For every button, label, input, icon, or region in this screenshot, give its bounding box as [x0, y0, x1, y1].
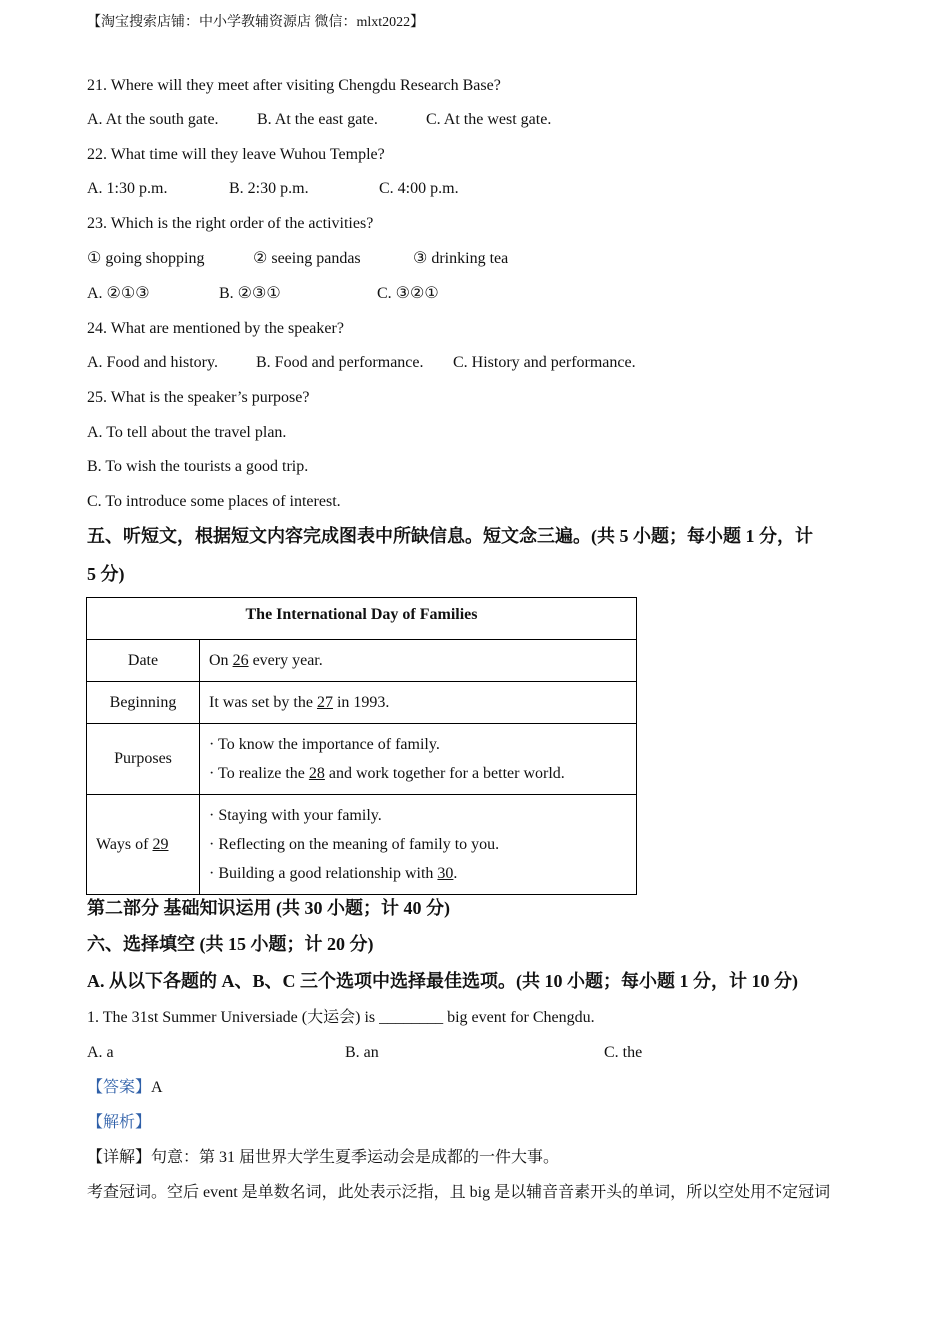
- q21-option-b: B. At the east gate.: [257, 111, 378, 128]
- q24-option-b: B. Food and performance.: [256, 354, 424, 371]
- beginning-cell: [200, 682, 637, 724]
- date-text-pre: On: [209, 651, 233, 669]
- answer-line: [87, 1078, 163, 1098]
- question-21: 21. Where will they meet after visiting Chengdu Research Base?: [87, 77, 501, 94]
- blank-27: 27: [316, 693, 333, 711]
- section-5-heading-line2: 5 分): [87, 564, 125, 584]
- purposes-cell: [200, 724, 637, 795]
- section-5-heading-line1: 五、听短文，根据短文内容完成图表中所缺信息。短文念三遍。(共 5 小题；每小题 1 分，计: [87, 526, 813, 546]
- q23-option-a: A. ②①③: [87, 285, 150, 302]
- q1-option-c: C. the: [604, 1044, 643, 1061]
- page-header: 【淘宝搜索店铺：中小学教辅资源店 微信：mlxt2022】: [87, 15, 425, 30]
- section-a-heading: A. 从以下各题的 A、B、C 三个选项中选择最佳选项。(共 10 小题；每小题 1 分，计 10 分): [87, 971, 798, 991]
- detail-line: [87, 1148, 559, 1168]
- detail-text: 句意：第 31 届世界大学生夏季运动会是成都的一件大事。: [151, 1149, 560, 1166]
- question-22: 22. What time will they leave Wuhou Temple?: [87, 146, 385, 163]
- purpose-2-post: and work together for a better world.: [324, 765, 565, 782]
- q1-option-b: B. an: [345, 1044, 379, 1061]
- blank-28: 28: [308, 765, 325, 782]
- way-3-pre: · Building a good relationship with: [209, 865, 438, 882]
- q22-option-a: A. 1:30 p.m.: [87, 180, 168, 197]
- q23-activity-1: ① going shopping: [87, 250, 205, 267]
- way-3-post: .: [453, 865, 458, 882]
- purpose-2: [209, 759, 627, 788]
- q23-option-b: B. ②③①: [219, 285, 281, 302]
- question-24: 24. What are mentioned by the speaker?: [87, 320, 344, 337]
- q22-option-b: B. 2:30 p.m.: [229, 180, 309, 197]
- beginning-text-post: in 1993.: [332, 693, 390, 711]
- q25-option-c: C. To introduce some places of interest.: [87, 493, 341, 510]
- ways-label-pre: Ways of: [96, 835, 153, 853]
- q22-option-c: C. 4:00 p.m.: [379, 180, 459, 197]
- way-3: [209, 859, 627, 888]
- answer-tag: 【答案】: [87, 1079, 152, 1096]
- explanation-line: 考查冠词。空后 event 是单数名词，此处表示泛指，且 big 是以辅音音素开头的单词，所以空处用不定冠词: [87, 1184, 831, 1201]
- q21-option-a: A. At the south gate.: [87, 111, 219, 128]
- ways-cell: [200, 795, 637, 895]
- section-6-heading: 六、选择填空 (共 15 小题；计 20 分): [87, 934, 374, 954]
- q23-option-c: C. ③②①: [377, 285, 439, 302]
- question-23: 23. Which is the right order of the activities?: [87, 215, 374, 232]
- date-text-post: every year.: [248, 651, 323, 669]
- q24-option-a: A. Food and history.: [87, 354, 218, 371]
- purposes-label: Purposes: [87, 724, 200, 795]
- q25-option-b: B. To wish the tourists a good trip.: [87, 458, 309, 475]
- ways-label: [87, 795, 200, 895]
- q23-activity-3: ③ drinking tea: [413, 250, 509, 267]
- question-1: 1. The 31st Summer Universiade (大运会) is ________ big event for Chengdu.: [87, 1009, 595, 1026]
- blank-26: 26: [232, 651, 249, 669]
- way-2: · Reflecting on the meaning of family to you.: [209, 836, 500, 853]
- date-cell: [200, 640, 637, 682]
- families-table: [86, 597, 637, 895]
- beginning-text-pre: It was set by the: [209, 693, 317, 711]
- date-label: Date: [87, 640, 200, 682]
- q21-option-c: C. At the west gate.: [426, 111, 552, 128]
- question-25: 25. What is the speaker’s purpose?: [87, 389, 310, 406]
- answer-value: A: [151, 1079, 163, 1096]
- blank-29: 29: [152, 835, 169, 853]
- purpose-1: · To know the importance of family.: [209, 736, 440, 753]
- table-title: The International Day of Families: [87, 598, 637, 640]
- blank-30: 30: [437, 865, 454, 882]
- way-1: · Staying with your family.: [209, 807, 382, 824]
- purpose-2-pre: · To realize the: [209, 765, 309, 782]
- analysis-tag: 【解析】: [87, 1114, 152, 1131]
- beginning-label: Beginning: [87, 682, 200, 724]
- detail-tag: 【详解】: [87, 1149, 152, 1166]
- q25-option-a: A. To tell about the travel plan.: [87, 424, 287, 441]
- q1-option-a: A. a: [87, 1044, 114, 1061]
- q23-activity-2: ② seeing pandas: [253, 250, 361, 267]
- q24-option-c: C. History and performance.: [453, 354, 636, 371]
- part-2-heading: 第二部分 基础知识运用 (共 30 小题；计 40 分): [87, 898, 450, 918]
